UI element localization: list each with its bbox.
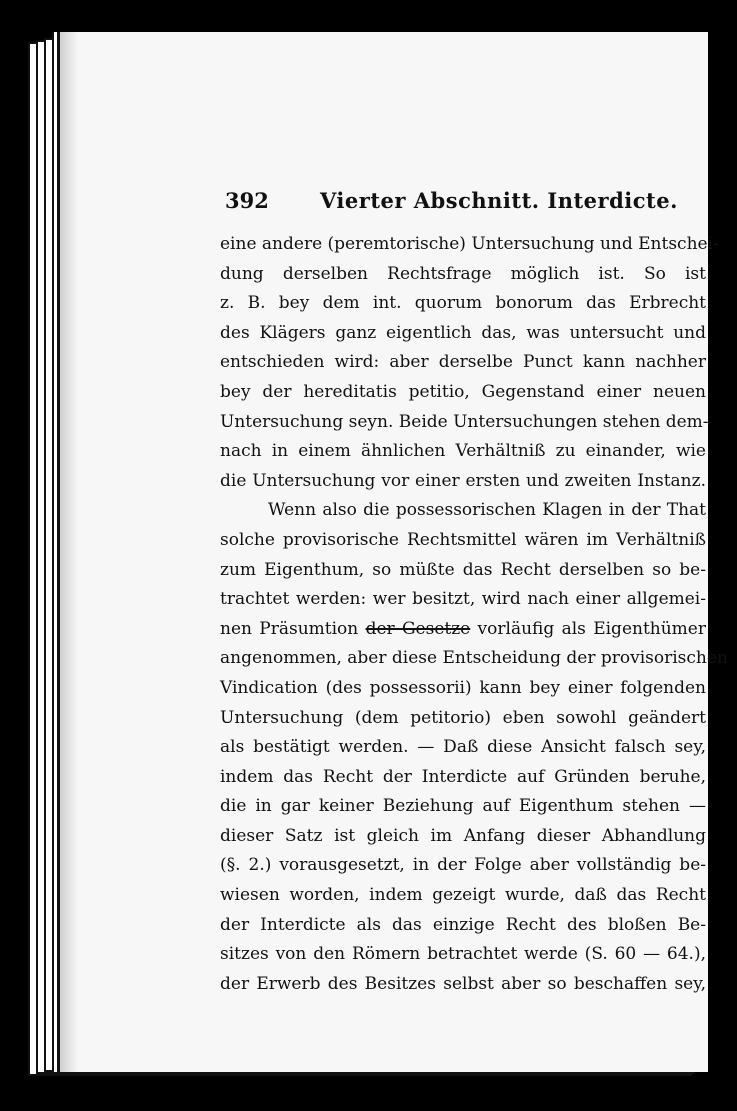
text-line: die Untersuchung vor einer ersten und zweiten Instanz. — [220, 470, 706, 491]
text-line: der Erwerb des Besitzes selbst aber so beschaffen sey, — [220, 973, 706, 994]
text-line: z. B. bey dem int. quorum bonorum das Erbrecht — [220, 293, 706, 314]
text-line: trachtet werden: wer besitzt, wird nach einer allgemei- — [220, 589, 706, 610]
running-head: Vierter Abschnitt. Interdicte. — [320, 188, 678, 213]
text-line: als bestätigt werden. — Daß diese Ansicht falsch sey, — [220, 737, 706, 758]
gutter-shadow — [60, 32, 78, 1072]
text-line: entschieden wird: aber derselbe Punct kann nachher — [220, 352, 706, 373]
text-line: Untersuchung seyn. Beide Untersuchungen stehen dem- — [220, 411, 709, 432]
text-line: (§. 2.) vorausgesetzt, in der Folge aber vollständig be- — [220, 855, 706, 876]
text-line: nach in einem ähnlichen Verhältniß zu einander, wie — [220, 441, 706, 462]
book-page — [60, 32, 728, 1072]
text-line: zum Eigenthum, so müßte das Recht derselben so be- — [220, 559, 706, 580]
text-line: indem das Recht der Interdicte auf Gründen beruhe, — [220, 766, 706, 787]
text-line: wiesen worden, indem gezeigt wurde, daß das Recht — [220, 885, 706, 906]
text-line: eine andere (peremtorische) Untersuchung und Entschei- — [220, 234, 719, 254]
text-line: angenommen, aber diese Entscheidung der provisorischen — [220, 648, 728, 669]
text-line: Wenn also die possessorischen Klagen in der That — [268, 500, 706, 521]
text-line: sitzes von den Römern betrachtet werde (S. 60 — 64.), — [220, 944, 706, 965]
page-header — [225, 182, 678, 222]
text-fragment: vorläufig als Eigenthümer — [470, 618, 706, 639]
text-line: dieser Satz ist gleich im Anfang dieser Abhandlung — [220, 825, 706, 846]
text-line: Untersuchung (dem petitorio) eben sowohl geändert — [220, 707, 706, 728]
page-number: 392 — [225, 188, 269, 213]
text-line: der Interdicte als das einzige Recht des bloßen Be- — [220, 914, 706, 935]
text-line: dung derselben Rechtsfrage möglich ist. So ist — [220, 263, 706, 284]
struck-text: der Gesetze — [365, 618, 471, 639]
text-line — [220, 615, 706, 645]
text-line: bey der hereditatis petitio, Gegenstand einer neuen — [220, 381, 706, 402]
text-line: des Klägers ganz eigentlich das, was untersucht und — [220, 322, 706, 343]
text-fragment: nen Präsumtion — [220, 618, 366, 639]
text-line: solche provisorische Rechtsmittel wären im Verhältniß — [220, 529, 706, 550]
text-line: Vindication (des possessorii) kann bey einer folgenden — [220, 677, 706, 698]
body-text — [220, 230, 728, 999]
text-line: die in gar keiner Beziehung auf Eigenthum stehen — — [220, 796, 706, 817]
